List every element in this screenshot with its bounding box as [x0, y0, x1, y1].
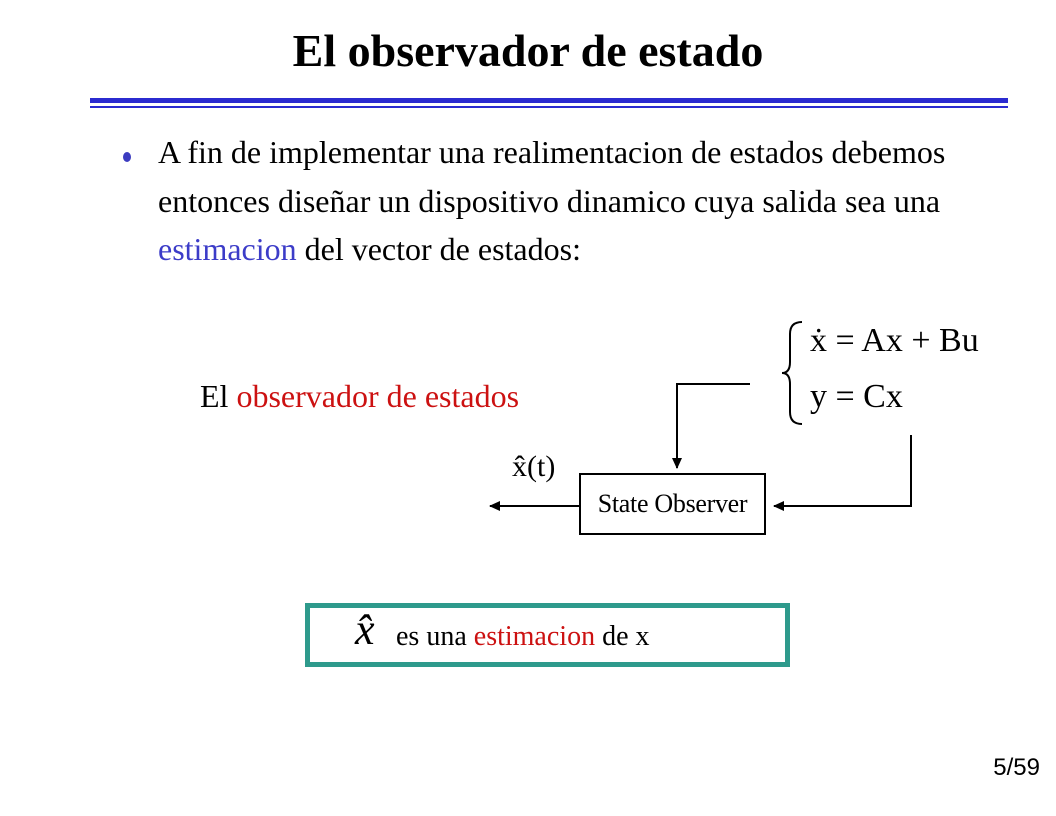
result-highlight: estimacion [473, 621, 596, 652]
equation-state: ẋ = Ax + Bu [810, 322, 979, 359]
output-input-arrow [774, 435, 911, 506]
slide-title: El observador de estado [292, 25, 764, 76]
result-text [396, 621, 650, 653]
observer-label-prefix: El [200, 378, 237, 414]
state-observer-block [579, 473, 766, 535]
estimate-output-label: x̂(t) [512, 450, 556, 483]
result-text-pre: es una [396, 621, 474, 652]
state-observer-label: State Observer [597, 489, 748, 518]
bullet-text-before: A fin de implementar una realimentacion de estados debemos entonces diseñar un dispositivo dinamico cuya salida sea una [158, 134, 946, 219]
page-number: 5/59 [993, 754, 1040, 781]
result-text-post: de x [595, 621, 650, 652]
bullet-highlight-estimacion: estimacion [158, 231, 297, 267]
bullet-text-after: del vector de estados: [296, 231, 581, 267]
observer-label-highlight: observador de estados [236, 378, 520, 414]
equation-output: y = Cx [810, 378, 903, 415]
x-hat-symbol: x̂ [355, 605, 375, 654]
feedback-input-arrow [677, 384, 750, 468]
